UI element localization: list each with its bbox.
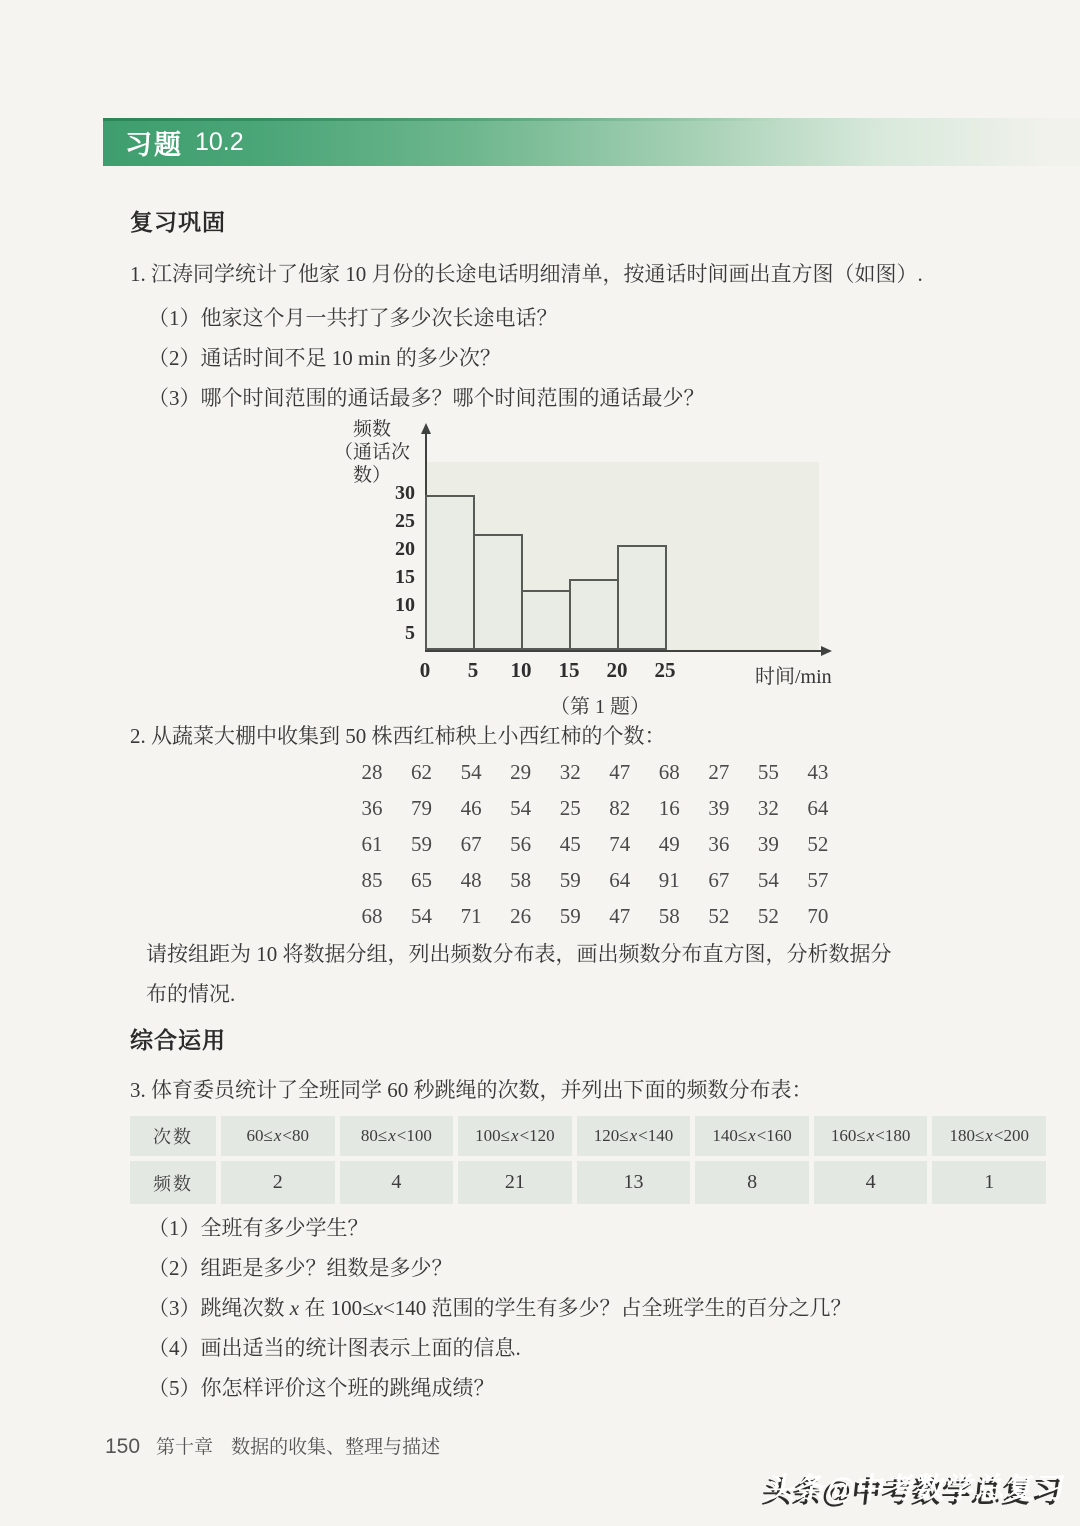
section-heading-review: 复习巩固 bbox=[130, 209, 226, 235]
data-value: 68 bbox=[361, 904, 383, 928]
le-symbol: ≤ bbox=[737, 1126, 748, 1145]
le-symbol: ≤ bbox=[974, 1126, 985, 1145]
y-tick-label: 15 bbox=[395, 566, 415, 588]
lt-symbol: < bbox=[756, 1126, 767, 1145]
frequency-cell: 2 bbox=[221, 1161, 335, 1204]
exercise-banner-number: 10.2 bbox=[195, 127, 244, 156]
lt-symbol: < bbox=[993, 1126, 1004, 1145]
le-symbol: ≤ bbox=[263, 1126, 273, 1145]
x-axis bbox=[425, 650, 823, 652]
data-value: 67 bbox=[460, 832, 482, 856]
variable-symbol: x bbox=[373, 1296, 383, 1320]
range-hi: 80 bbox=[292, 1126, 310, 1145]
histogram-bar bbox=[473, 534, 523, 650]
text-segment: <140 范围的学生有多少？占全班学生的百分之几？ bbox=[382, 1296, 852, 1320]
text-segment: （2）组距是多少？组数是多少？ bbox=[148, 1256, 453, 1280]
subquestion bbox=[148, 1328, 852, 1368]
range-cell bbox=[458, 1116, 572, 1156]
figure-caption: （第 1 题） bbox=[550, 696, 650, 718]
text-segment: （1）全班有多少学生？ bbox=[148, 1216, 369, 1240]
data-value: 59 bbox=[411, 832, 433, 856]
range-cell bbox=[340, 1116, 454, 1156]
instruction-line: 布的情况. bbox=[146, 982, 236, 1006]
page-number: 150 bbox=[105, 1435, 141, 1458]
subquestion bbox=[148, 1288, 852, 1328]
variable-symbol: x bbox=[866, 1126, 875, 1145]
x-tick-label: 15 bbox=[558, 658, 580, 682]
watermark: 头条@中考数学总复习 bbox=[764, 1473, 1068, 1505]
data-value: 91 bbox=[658, 868, 680, 892]
data-value: 47 bbox=[609, 904, 631, 928]
data-value: 52 bbox=[757, 904, 779, 928]
text-segment: （4）画出适当的统计图表示上面的信息. bbox=[148, 1336, 521, 1360]
data-value: 52 bbox=[807, 832, 829, 856]
data-value: 56 bbox=[510, 832, 532, 856]
histogram-bar bbox=[617, 545, 667, 650]
data-value: 49 bbox=[658, 832, 680, 856]
range-lo: 100 bbox=[475, 1126, 501, 1145]
range-cell bbox=[577, 1116, 691, 1156]
variable-symbol: x bbox=[289, 1296, 300, 1320]
histogram-bar bbox=[425, 495, 475, 650]
histogram-bar bbox=[521, 590, 571, 650]
frequency-cell: 8 bbox=[695, 1161, 809, 1204]
table-row-label: 次数 bbox=[130, 1116, 216, 1156]
data-row bbox=[356, 754, 834, 790]
range-hi: 120 bbox=[529, 1126, 555, 1145]
le-symbol: ≤ bbox=[500, 1126, 511, 1145]
subquestion: （3）哪个时间范围的通话最多？哪个时间范围的通话最少？ bbox=[148, 386, 705, 410]
range-cell bbox=[221, 1116, 335, 1156]
x-tick-label: 0 bbox=[419, 658, 431, 682]
data-value: 58 bbox=[510, 868, 532, 892]
y-tick-label: 5 bbox=[405, 622, 415, 644]
data-value: 32 bbox=[559, 760, 581, 784]
lt-symbol: < bbox=[875, 1126, 885, 1145]
data-value: 61 bbox=[361, 832, 383, 856]
range-hi: 180 bbox=[884, 1126, 911, 1145]
text-segment: 在 100 bbox=[299, 1296, 363, 1320]
variable-symbol: x bbox=[748, 1126, 756, 1145]
section-heading-comprehensive: 综合运用 bbox=[130, 1027, 226, 1053]
x-tick-label: 5 bbox=[467, 658, 479, 682]
y-tick-label: 10 bbox=[395, 594, 415, 616]
problem3-subquestions bbox=[148, 1208, 852, 1408]
range-hi: 200 bbox=[1003, 1126, 1029, 1145]
text-segment: （5）你怎样评价这个班的跳绳成绩？ bbox=[148, 1376, 495, 1400]
le-symbol: ≤ bbox=[377, 1126, 388, 1145]
x-tick-label: 25 bbox=[654, 658, 676, 682]
data-value: 58 bbox=[658, 904, 680, 928]
data-value: 45 bbox=[559, 832, 581, 856]
y-tick-label: 20 bbox=[395, 538, 415, 560]
data-value: 65 bbox=[411, 868, 433, 892]
data-row bbox=[356, 790, 834, 826]
le-symbol: ≤ bbox=[856, 1126, 866, 1145]
data-value: 59 bbox=[559, 904, 581, 928]
data-value: 54 bbox=[460, 760, 482, 784]
problem1-text: 1. 江涛同学统计了他家 10 月份的长途电话明细清单，按通话时间画出直方图（如图）. bbox=[130, 262, 923, 286]
frequency-histogram bbox=[320, 418, 940, 718]
y-axis-label bbox=[320, 418, 424, 487]
y-tick-label: 30 bbox=[395, 482, 415, 504]
data-value: 52 bbox=[708, 904, 730, 928]
x-axis-label: 时间/min bbox=[755, 666, 832, 688]
range-lo: 60 bbox=[246, 1126, 264, 1145]
data-row bbox=[356, 898, 834, 934]
problem2-data-grid bbox=[356, 754, 834, 934]
lt-symbol: < bbox=[638, 1126, 648, 1145]
variable-symbol: x bbox=[273, 1126, 282, 1145]
range-cell bbox=[932, 1116, 1046, 1156]
subquestion bbox=[148, 1248, 852, 1288]
frequency-cell: 13 bbox=[577, 1161, 691, 1204]
range-lo: 160 bbox=[830, 1126, 857, 1145]
range-lo: 180 bbox=[949, 1126, 975, 1145]
y-axis-label-line: 频数 bbox=[352, 419, 391, 440]
histogram-bar bbox=[569, 579, 619, 650]
data-value: 79 bbox=[411, 796, 433, 820]
data-value: 64 bbox=[609, 868, 631, 892]
range-hi: 160 bbox=[766, 1126, 792, 1145]
lt-symbol: < bbox=[396, 1126, 407, 1145]
y-axis-label-line: （通话次数） bbox=[333, 442, 410, 486]
data-value: 68 bbox=[658, 760, 680, 784]
data-value: 39 bbox=[708, 796, 730, 820]
data-value: 57 bbox=[807, 868, 829, 892]
data-value: 54 bbox=[510, 796, 532, 820]
problem2-text: 2. 从蔬菜大棚中收集到 50 株西红柿秧上小西红柿的个数： bbox=[130, 724, 666, 748]
text-segment: （3）跳绳次数 bbox=[148, 1296, 290, 1320]
text-segment: ≤ bbox=[362, 1296, 374, 1320]
y-axis-arrow bbox=[421, 423, 431, 434]
instruction-line: 请按组距为 10 将数据分组，列出频数分布表，画出频数分布直方图，分析数据分 bbox=[146, 942, 892, 966]
subquestion bbox=[148, 1368, 852, 1408]
lt-symbol: < bbox=[282, 1126, 293, 1145]
data-value: 46 bbox=[460, 796, 482, 820]
y-tick-label: 25 bbox=[395, 510, 415, 532]
frequency-table bbox=[130, 1116, 1046, 1204]
data-value: 54 bbox=[411, 904, 433, 928]
data-value: 62 bbox=[411, 760, 433, 784]
range-lo: 120 bbox=[593, 1126, 620, 1145]
data-value: 85 bbox=[361, 868, 383, 892]
data-value: 47 bbox=[609, 760, 631, 784]
data-value: 32 bbox=[757, 796, 779, 820]
range-cell bbox=[814, 1116, 928, 1156]
x-tick-label: 20 bbox=[606, 658, 628, 682]
data-value: 71 bbox=[460, 904, 482, 928]
page-footer bbox=[105, 1432, 440, 1459]
data-value: 27 bbox=[708, 760, 730, 784]
range-cell bbox=[695, 1116, 809, 1156]
data-value: 25 bbox=[559, 796, 581, 820]
chapter-number: 第十章 bbox=[156, 1437, 214, 1458]
variable-symbol: x bbox=[511, 1126, 519, 1145]
le-symbol: ≤ bbox=[619, 1126, 629, 1145]
data-value: 55 bbox=[757, 760, 779, 784]
x-axis-arrow bbox=[821, 646, 832, 656]
data-value: 48 bbox=[460, 868, 482, 892]
chapter-title: 数据的收集、整理与描述 bbox=[231, 1437, 441, 1458]
data-value: 26 bbox=[510, 904, 532, 928]
range-hi: 140 bbox=[647, 1126, 674, 1145]
range-hi: 100 bbox=[406, 1126, 432, 1145]
lt-symbol: < bbox=[519, 1126, 530, 1145]
data-value: 74 bbox=[609, 832, 631, 856]
exercise-banner bbox=[103, 118, 1080, 166]
problem2-instruction bbox=[146, 934, 892, 1014]
data-row bbox=[356, 826, 834, 862]
frequency-cell: 1 bbox=[932, 1161, 1046, 1204]
data-value: 59 bbox=[559, 868, 581, 892]
data-value: 36 bbox=[708, 832, 730, 856]
data-value: 70 bbox=[807, 904, 829, 928]
range-lo: 140 bbox=[712, 1126, 738, 1145]
frequency-cell: 21 bbox=[458, 1161, 572, 1204]
data-value: 54 bbox=[757, 868, 779, 892]
variable-symbol: x bbox=[388, 1126, 396, 1145]
frequency-cell: 4 bbox=[814, 1161, 928, 1204]
data-value: 29 bbox=[510, 760, 532, 784]
data-value: 43 bbox=[807, 760, 829, 784]
exercise-banner-label: 习题 bbox=[125, 129, 183, 160]
x-tick-label: 10 bbox=[510, 658, 532, 682]
subquestion: （1）他家这个月一共打了多少次长途电话？ bbox=[148, 306, 558, 330]
data-value: 82 bbox=[609, 796, 631, 820]
subquestion: （2）通话时间不足 10 min 的多少次？ bbox=[148, 346, 501, 370]
data-row bbox=[356, 862, 834, 898]
problem3-text: 3. 体育委员统计了全班同学 60 秒跳绳的次数，并列出下面的频数分布表： bbox=[130, 1078, 813, 1102]
data-value: 64 bbox=[807, 796, 829, 820]
data-value: 28 bbox=[361, 760, 383, 784]
variable-symbol: x bbox=[985, 1126, 993, 1145]
problem1-subquestions bbox=[148, 298, 705, 418]
data-value: 39 bbox=[757, 832, 779, 856]
table-row-label: 频数 bbox=[130, 1161, 216, 1204]
data-value: 36 bbox=[361, 796, 383, 820]
range-lo: 80 bbox=[360, 1126, 378, 1145]
data-value: 16 bbox=[658, 796, 680, 820]
frequency-cell: 4 bbox=[340, 1161, 454, 1204]
variable-symbol: x bbox=[629, 1126, 638, 1145]
subquestion bbox=[148, 1208, 852, 1248]
data-value: 67 bbox=[708, 868, 730, 892]
